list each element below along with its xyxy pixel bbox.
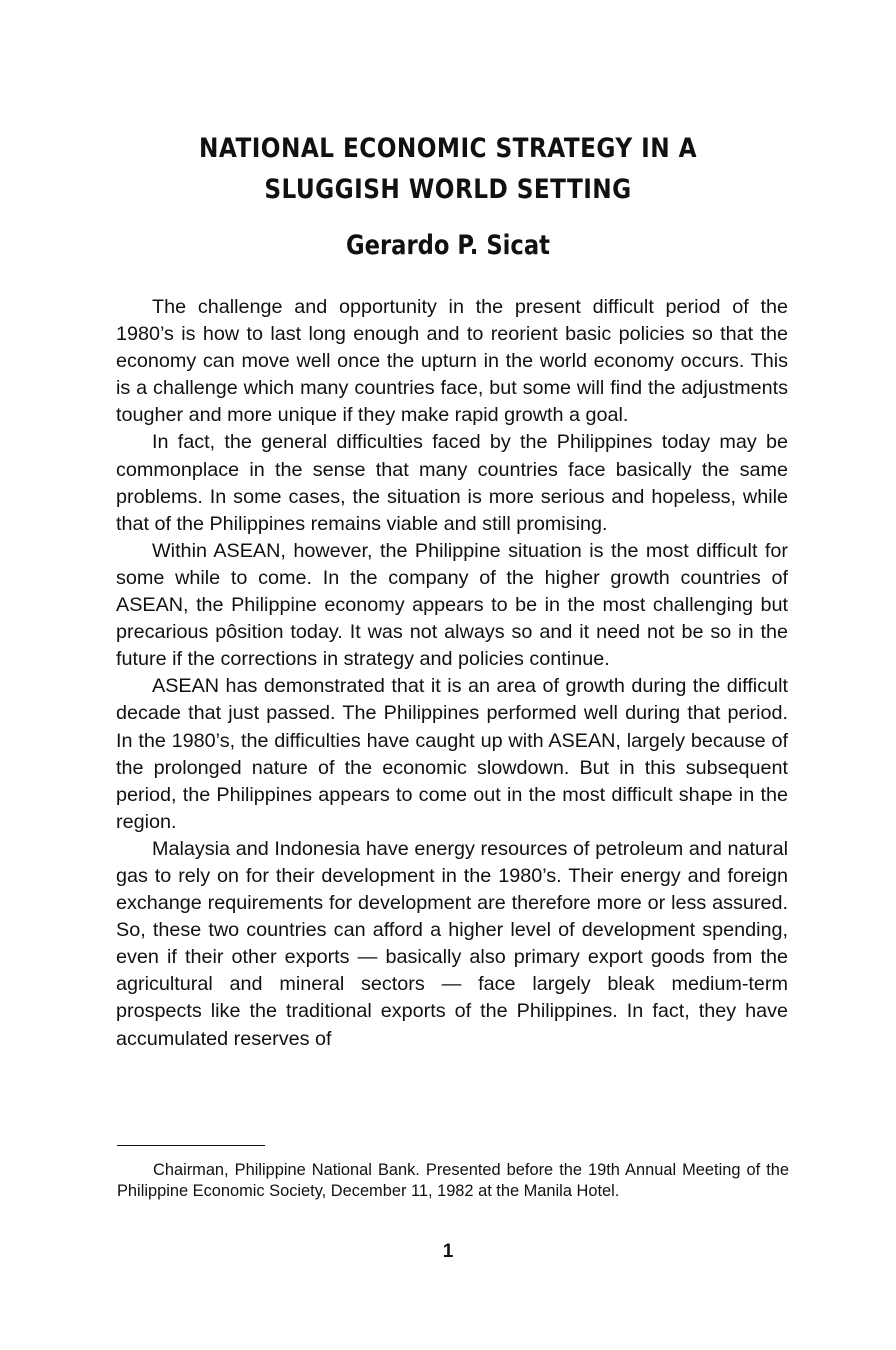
page-number: 1 [442,1241,454,1262]
paragraph: Within ASEAN, however, the Philippine situation is the most difficult for some while to come. In the company of the higher growth countries of ASEAN, the Philippine economy appears to be in the most challenging but precarious pôsition today. It was not always so and it need not be so in the future if the corrections in strategy and policies continue. [116,539,788,671]
title-line-2: SLUGGISH WORLD SETTING [264,174,632,205]
author-name: Gerardo P. Sicat [345,230,551,261]
paragraph: ASEAN has demonstrated that it is an area of growth during the difficult decade that just passed. The Philippines performed well during that period. In the 1980’s, the difficulties have caught up with ASEAN, largely because of the prolonged nature of the economic slowdown. But in this subsequent period, the Philippines appears to come out in the most difficult shape in the region. [116,675,788,833]
footnote-divider [117,1145,265,1146]
footnote: Chairman, Philippine National Bank. Presented before the 19th Annual Meeting of the Philippine Economic Society, December 11, 1982 at the Manila Hotel. [117,1161,789,1200]
paragraph: In fact, the general difficulties faced by the Philippines today may be commonplace in the sense that many countries face basically the same problems. In some cases, the situation is more serious and hopeless, while that of the Philippines remains viable and still promising. [116,431,788,535]
article-title [63,128,834,210]
paragraph: Malaysia and Indonesia have energy resources of petroleum and natural gas to rely on for their development in the 1980’s. Their energy and foreign exchange requirements for development are therefore more or less assured. So, these two countries can afford a higher level of development spending, even if their other exports — basically also primary export goods from the agricultural and mineral sectors — face largely bleak medium-term prospects like the traditional exports of the Philippines. In fact, they have accumulated reserves of [116,837,788,1050]
paragraph: The challenge and opportunity in the present difficult period of the 1980’s is how to last long enough and to reorient basic policies so that the economy can move well once the upturn in the world economy occurs. This is a challenge which many countries face, but some will find the adjustments tougher and more unique if they make rapid growth a goal. [116,296,788,427]
title-line-1: NATIONAL ECONOMIC STRATEGY IN A [198,133,697,164]
article-body [116,294,788,1053]
